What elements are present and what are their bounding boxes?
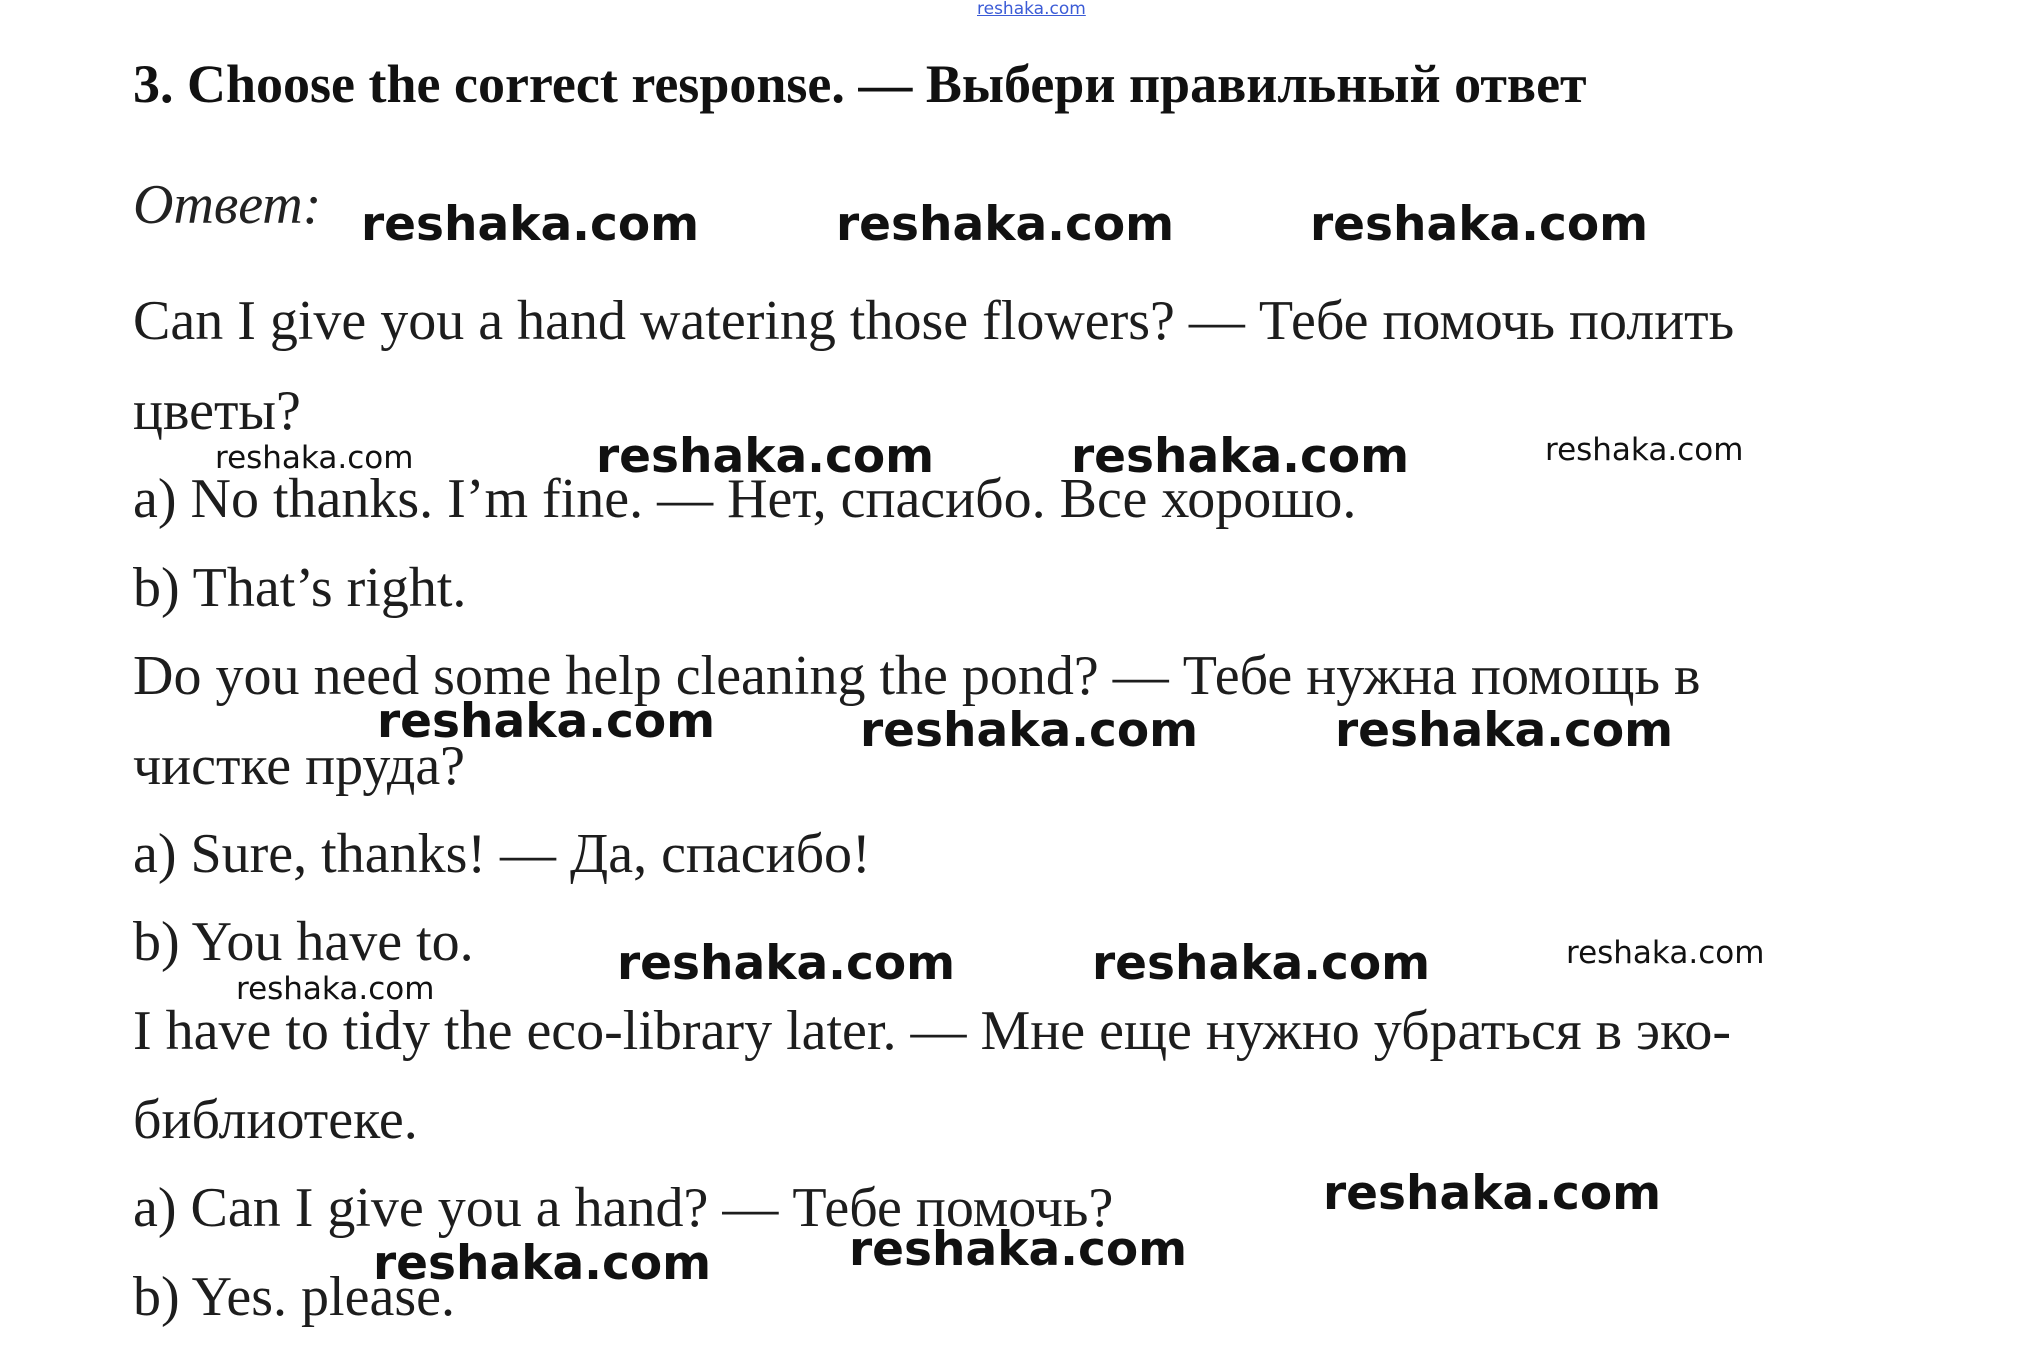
answer-label: Ответ: <box>133 174 322 236</box>
watermark-text: reshaka.com <box>215 440 414 476</box>
task-heading: 3. Choose the correct response. — Выбери правильный ответ <box>133 54 1587 114</box>
watermark-text: reshaka.com <box>849 1222 1188 1277</box>
watermark-text: reshaka.com <box>860 703 1199 758</box>
watermark-text: reshaka.com <box>596 429 935 484</box>
option-2a: a) Sure, thanks! — Да, спасибо! <box>133 823 871 885</box>
watermark-text: reshaka.com <box>1323 1166 1662 1221</box>
watermark-text: reshaka.com <box>836 197 1175 252</box>
question-1-line-2: цветы? <box>133 380 301 442</box>
question-2-line-1: Do you need some help cleaning the pond? — Тебе нужна помощь в <box>133 645 1701 707</box>
question-1-line-1: Can I give you a hand watering those flowers? — Тебе помочь полить <box>133 290 1735 352</box>
watermark-text: reshaka.com <box>1310 197 1649 252</box>
header-watermark[interactable]: reshaka.com <box>977 0 1086 19</box>
watermark-text: reshaka.com <box>1092 936 1431 991</box>
option-1b: b) That’s right. <box>133 557 467 619</box>
watermark-text: reshaka.com <box>377 694 716 749</box>
watermark-text: reshaka.com <box>1071 429 1410 484</box>
watermark-text: reshaka.com <box>1545 432 1744 468</box>
option-3b: b) Yes. please. <box>133 1266 455 1328</box>
option-3a: a) Can I give you a hand? — Тебе помочь? <box>133 1177 1114 1239</box>
question-2-line-2: чистке пруда? <box>133 735 466 797</box>
watermark-text: reshaka.com <box>1335 703 1674 758</box>
question-3-line-1: I have to tidy the eco-library later. — Мне еще нужно убраться в эко- <box>133 1000 1732 1062</box>
watermark-text: reshaka.com <box>617 936 956 991</box>
watermark-text: reshaka.com <box>373 1236 712 1291</box>
question-3-line-2: библиотеке. <box>133 1089 418 1151</box>
watermark-text: reshaka.com <box>236 971 435 1007</box>
option-1a: a) No thanks. I’m fine. — Нет, спасибо. Все хорошо. <box>133 468 1357 530</box>
watermark-text: reshaka.com <box>1566 935 1765 971</box>
option-2b: b) You have to. <box>133 911 474 973</box>
watermark-text: reshaka.com <box>361 197 700 252</box>
